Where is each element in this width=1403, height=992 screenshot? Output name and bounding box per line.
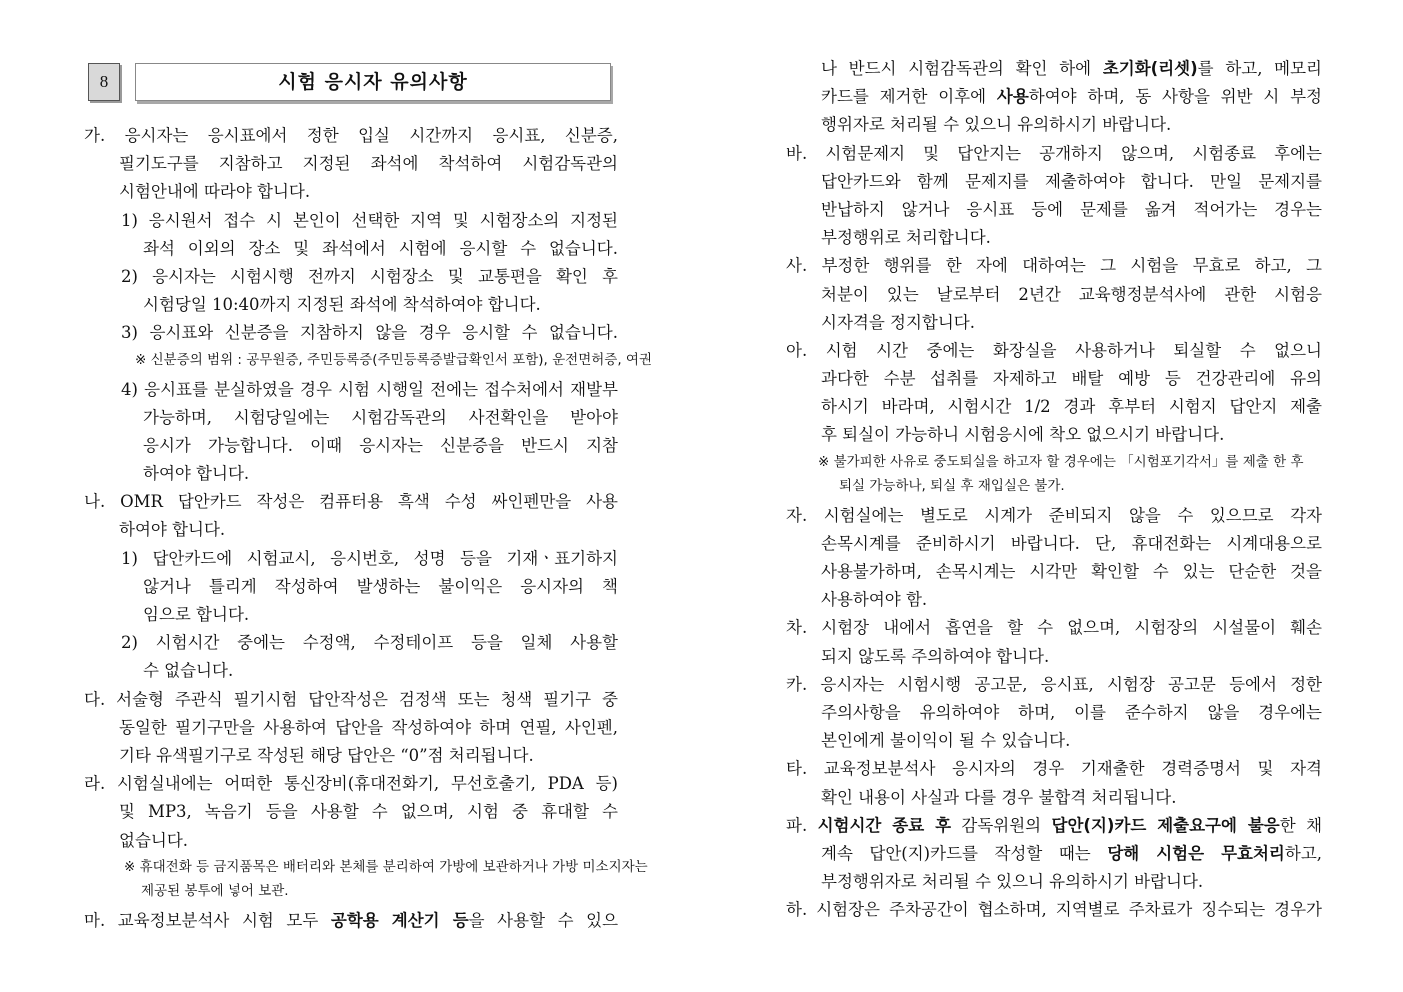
text-line: 않거나 틀리게 작성하여 발생하는 불이익은 응시자의 책 bbox=[143, 576, 618, 596]
text-line: 수 없습니다. bbox=[143, 661, 234, 681]
left-column bbox=[84, 122, 652, 935]
id-range-note: ※ 신분증의 범위 : 공무원증, 주민등록증(주민등록증발급확인서 포함), 운전면허증, 여권 bbox=[135, 351, 652, 368]
section-pa-line bbox=[786, 812, 1322, 840]
section-ba-line: 바. 시험문제지 및 답안지는 공개하지 않으며, 시험종료 후에는 bbox=[786, 143, 1322, 163]
text-span: 를 하고, 메모리 bbox=[1197, 59, 1323, 78]
page-number: 8 bbox=[88, 63, 120, 101]
text-line: 본인에게 불이익이 될 수 있습니다. bbox=[821, 731, 1071, 751]
item-1-line: 1) 답안카드에 시험교시, 응시번호, 성명 등을 기재ㆍ표기하지 bbox=[121, 548, 618, 568]
section-da-line: 다. 서술형 주관식 필기시험 답안작성은 검정색 또는 청색 필기구 중 bbox=[84, 689, 618, 709]
text-line: 부정행위자로 처리될 수 있으니 유의하시기 바랍니다. bbox=[821, 872, 1204, 892]
page-title: 시험 응시자 유의사항 bbox=[135, 63, 611, 101]
text-line: 임으로 합니다. bbox=[143, 605, 250, 624]
text-line: 하시기 바라며, 시험시간 1/2 경과 후부터 시험지 답안지 제출 bbox=[821, 397, 1322, 417]
text-line: 하여야 합니다. bbox=[119, 520, 226, 540]
text-line: 되지 않도록 주의하여야 합니다. bbox=[821, 646, 1050, 666]
item-1-line: 1) 응시원서 접수 시 본인이 선택한 지역 및 시험장소의 지정된 bbox=[121, 210, 618, 230]
text-line: 시험당일 10:40까지 지정된 좌석에 착석하여야 합니다. bbox=[143, 295, 541, 315]
text-span: 한 채 bbox=[1279, 815, 1323, 835]
section-a-line: 아. 시험 시간 중에는 화장실을 사용하거나 퇴실할 수 없으니 bbox=[786, 340, 1322, 360]
text-line bbox=[786, 55, 1322, 83]
text-line: 후 퇴실이 가능하니 시험응시에 착오 없으시기 바랍니다. bbox=[821, 425, 1225, 445]
item-4-line: 4) 응시표를 분실하였을 경우 시험 시행일 전에는 접수처에서 재발부 bbox=[121, 379, 618, 399]
item-3-line: 3) 응시표와 신분증을 지참하지 않을 경우 응시할 수 없습니다. bbox=[121, 323, 618, 343]
section-ga-line: 가. 응시자는 응시표에서 정한 입실 시간까지 응시표, 신분증, bbox=[84, 126, 618, 145]
section-ma-line bbox=[84, 907, 618, 935]
section-sa-line: 사. 부정한 행위를 한 자에 대하여는 그 시험을 무효로 하고, 그 bbox=[786, 256, 1322, 276]
bold-text: 당해 시험은 무효처리 bbox=[1107, 843, 1285, 863]
text-line: 반납하지 않거나 응시표 등에 문제를 옮겨 적어가는 경우는 bbox=[821, 199, 1322, 219]
text-line: 확인 내용이 사실과 다를 경우 불합격 처리됩니다. bbox=[821, 787, 1177, 807]
text-span: 계속 답안(지)카드를 작성할 때는 bbox=[821, 843, 1108, 863]
section-ta-line: 타. 교육정보분석사 응시자의 경우 기재출한 경력증명서 및 자격 bbox=[786, 759, 1322, 779]
text-line bbox=[786, 840, 1322, 868]
section-na-line: 나. OMR 답안카드 작성은 컴퓨터용 흑색 수성 싸인펜만을 사용 bbox=[84, 492, 618, 512]
text-span: 나 반드시 시험감독관의 확인 하에 bbox=[821, 59, 1103, 78]
section-ka-line: 카. 응시자는 시험시행 공고문, 응시표, 시험장 공고문 등에서 정한 bbox=[786, 674, 1322, 694]
text-line: 하여야 합니다. bbox=[143, 464, 250, 484]
text-span: 하여야 하며, 동 사항을 위반 시 부정 bbox=[1028, 87, 1322, 107]
text-line: 사용불가하며, 손목시계는 시각만 확인할 수 있는 단순한 것을 bbox=[821, 562, 1322, 581]
text-line: 가능하며, 시험당일에는 시험감독관의 사전확인을 받아야 bbox=[143, 407, 618, 427]
text-line: 행위자로 처리될 수 있으니 유의하시기 바랍니다. bbox=[821, 115, 1172, 135]
text-span: 감독위원의 bbox=[951, 815, 1052, 835]
text-span: 을 사용할 수 있으 bbox=[468, 910, 619, 930]
text-line: 과다한 수분 섭취를 자제하고 배탈 예방 등 건강관리에 유의 bbox=[821, 369, 1322, 389]
right-column bbox=[786, 55, 1322, 924]
text-span: 파. bbox=[786, 815, 818, 835]
text-line: 기타 유색필기구로 작성된 해당 답안은 “0”점 처리됩니다. bbox=[119, 745, 534, 765]
text-line: 필기도구를 지참하고 지정된 좌석에 착석하여 시험감독관의 bbox=[119, 154, 618, 174]
bold-text: 답안(지)카드 제출요구에 불응 bbox=[1051, 815, 1280, 835]
section-ra-line: 라. 시험실내에는 어떠한 통신장비(휴대전화기, 무선호출기, PDA 등) bbox=[84, 774, 618, 794]
section-ha-line: 하. 시험장은 주차공간이 협소하며, 지역별로 주차료가 징수되는 경우가 bbox=[786, 900, 1322, 920]
text-line: 좌석 이외의 장소 및 좌석에서 시험에 응시할 수 없습니다. bbox=[143, 238, 618, 258]
text-line: 처분이 있는 날로부터 2년간 교육행정분석사에 관한 시험응 bbox=[821, 284, 1322, 304]
text-line: 및 MP3, 녹음기 등을 사용할 수 없으며, 시험 중 휴대할 수 bbox=[119, 802, 618, 822]
text-line: 없습니다. bbox=[119, 830, 189, 850]
phone-note: ※ 휴대전화 등 금지품목은 배터리와 본체를 분리하여 가방에 보관하거나 가방 미소지자는 bbox=[124, 858, 648, 875]
text-line: 응시가 가능합니다. 이때 응시자는 신분증을 반드시 지참 bbox=[143, 435, 618, 455]
text-line: 사용하여야 함. bbox=[821, 590, 928, 610]
text-line: 시험안내에 따라야 합니다. bbox=[119, 182, 311, 202]
text-line bbox=[786, 83, 1322, 111]
bold-text: 공학용 계산기 등 bbox=[330, 910, 469, 930]
text-span: 마. 교육정보분석사 시험 모두 bbox=[84, 910, 331, 930]
text-line: 동일한 필기구만을 사용하여 답안을 작성하여야 하며 연필, 사인펜, bbox=[119, 717, 618, 737]
exit-note: ※ 불가피한 사유로 중도퇴실을 하고자 할 경우에는 「시험포기각서」를 제출 한 후 bbox=[818, 453, 1304, 470]
text-line: 부정행위로 처리합니다. bbox=[821, 228, 991, 248]
text-line: 손목시계를 준비하시기 바랍니다. 단, 휴대전화는 시계대용으로 bbox=[821, 533, 1322, 553]
item-2-line: 2) 응시자는 시험시행 전까지 시험장소 및 교통편을 확인 후 bbox=[121, 266, 618, 286]
text-span: 카드를 제거한 이후에 bbox=[821, 87, 997, 107]
section-cha-line: 차. 시험장 내에서 흡연을 할 수 없으며, 시험장의 시설물이 훼손 bbox=[786, 618, 1322, 638]
item-2-line: 2) 시험시간 중에는 수정액, 수정테이프 등을 일체 사용할 bbox=[121, 633, 618, 653]
exit-note-cont: 퇴실 가능하나, 퇴실 후 재입실은 불가. bbox=[839, 477, 1065, 494]
text-line: 주의사항을 유의하여야 하며, 이를 준수하지 않을 경우에는 bbox=[821, 702, 1322, 722]
text-line: 답안카드와 함께 문제지를 제출하여야 합니다. 만일 문제지를 bbox=[821, 171, 1322, 191]
bold-text: 사용 bbox=[996, 87, 1029, 107]
text-span: 하고, bbox=[1284, 843, 1322, 863]
phone-note-cont: 제공된 봉투에 넣어 보관. bbox=[141, 882, 289, 899]
bold-text: 시험시간 종료 후 bbox=[817, 815, 952, 835]
text-line: 시자격을 정지합니다. bbox=[821, 312, 975, 332]
bold-text: 초기화(리셋) bbox=[1102, 59, 1198, 78]
section-ja-line: 자. 시험실에는 별도로 시계가 준비되지 않을 수 있으므로 각자 bbox=[786, 505, 1322, 525]
